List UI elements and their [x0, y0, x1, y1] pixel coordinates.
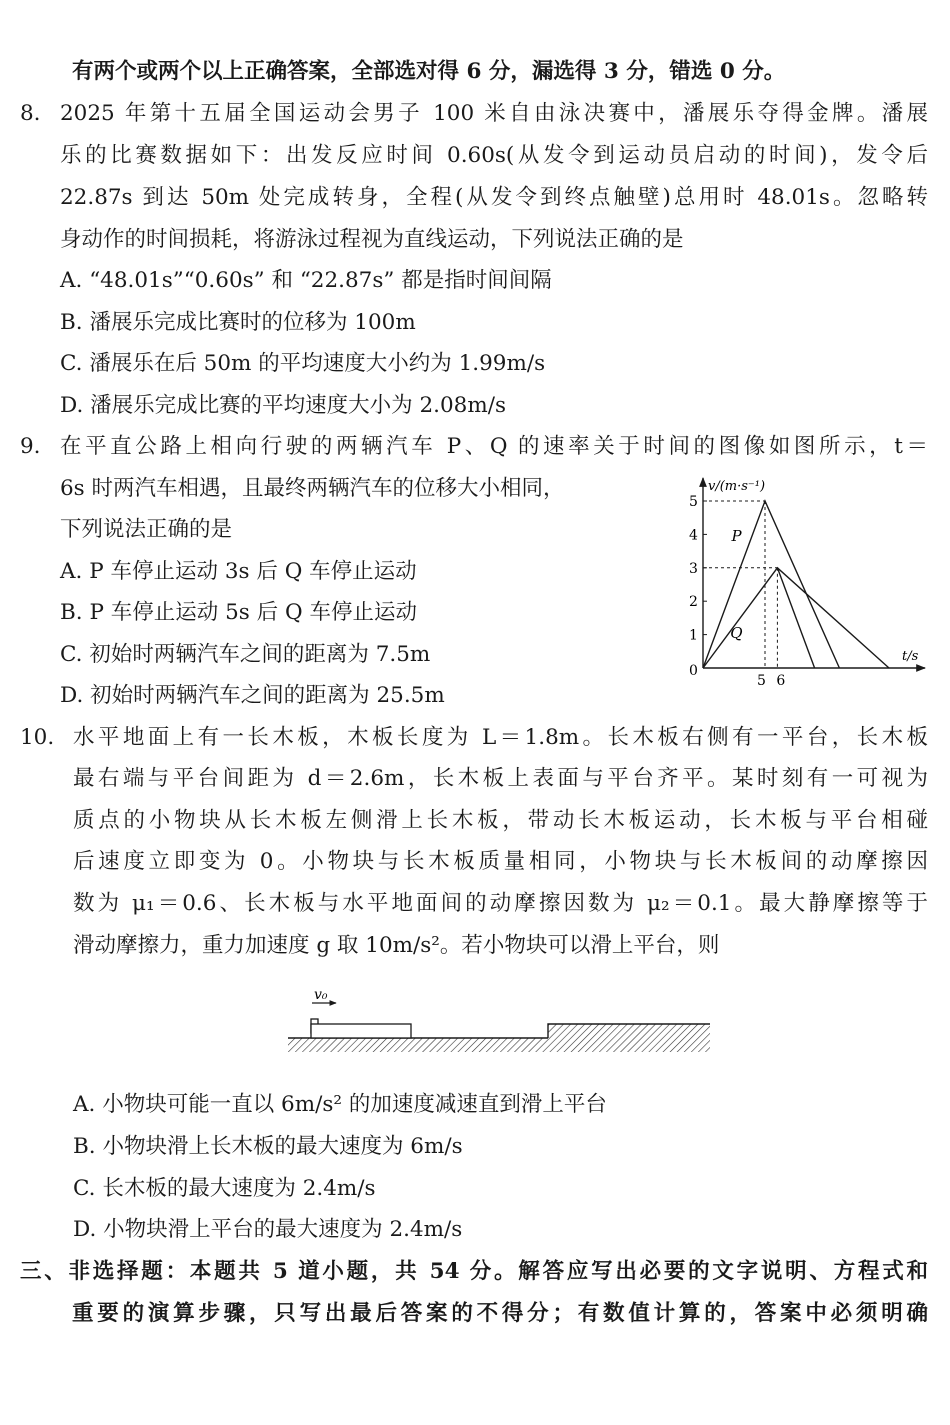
q8-option-c: C. 潘展乐在后 50m 的平均速度大小约为 1.99m/s: [60, 351, 546, 376]
y-tick-label: 5: [689, 494, 698, 510]
series-label-P: P: [731, 527, 742, 546]
series-line-P: [703, 501, 839, 668]
q8-option-a: A. “48.01s”“0.60s” 和 “22.87s” 都是指时间间隔: [60, 268, 552, 293]
ground-hatch: [288, 1038, 548, 1052]
long-board: [311, 1024, 411, 1038]
q9-option-a: A. P 车停止运动 3s 后 Q 车停止运动: [60, 559, 417, 584]
x-tick-label: 6: [776, 673, 786, 689]
q10-option-d: D. 小物块滑上平台的最大速度为 2.4m/s: [73, 1217, 463, 1242]
q8-line-3: 22.87s 到达 50m 处完成转身，全程(从发令到终点触壁)总用时 48.01s。忽略转: [60, 185, 928, 210]
q8-option-b: B. 潘展乐完成比赛时的位移为 100m: [60, 310, 416, 335]
extra-line-0: [777, 568, 814, 668]
q9-option-b: B. P 车停止运动 5s 后 Q 车停止运动: [60, 600, 417, 625]
q10-line-1: 水平地面上有一长木板，木板长度为 L＝1.8m。长木板右侧有一平台，长木板: [73, 725, 928, 750]
q10-number: 10.: [20, 725, 55, 750]
q10-line-2: 最右端与平台间距为 d＝2.6m，长木板上表面与平台齐平。某时刻有一可视为: [73, 766, 928, 791]
q9-line-3: 下列说法正确的是: [60, 517, 233, 542]
q9-option-c: C. 初始时两辆汽车之间的距离为 7.5m: [60, 642, 431, 667]
platform-hatch: [548, 1024, 710, 1052]
q9-number: 9.: [20, 434, 41, 459]
intro-line: 有两个或两个以上正确答案，全部选对得 6 分，漏选得 3 分，错选 0 分。: [72, 59, 786, 84]
q10-option-a: A. 小物块可能一直以 6m/s² 的加速度减速直到滑上平台: [73, 1092, 607, 1117]
q8-number: 8.: [20, 101, 41, 126]
section3-line-1: 三、非选择题：本题共 5 道小题，共 54 分。解答应写出必要的文字说明、方程式和: [20, 1259, 928, 1284]
q10-line-3: 质点的小物块从长木板左侧滑上长木板，带动长木板运动，长木板与平台相碰: [73, 808, 928, 833]
q8-line-4: 身动作的时间损耗，将游泳过程视为直线运动，下列说法正确的是: [60, 227, 684, 252]
origin-label: 0: [689, 663, 698, 679]
q8-option-d: D. 潘展乐完成比赛的平均速度大小为 2.08m/s: [60, 393, 507, 418]
y-axis-label: v/(m·s⁻¹): [708, 479, 766, 494]
y-tick-label: 3: [689, 560, 698, 577]
v0-label: v₀: [314, 987, 328, 1003]
x-axis-label: t/s: [902, 649, 919, 664]
q10-option-b: B. 小物块滑上长木板的最大速度为 6m/s: [73, 1134, 463, 1159]
q10-line-6: 滑动摩擦力，重力加速度 g 取 10m/s²。若小物块可以滑上平台，则: [73, 933, 720, 958]
board-platform-figure: [280, 982, 720, 1077]
y-tick-label: 4: [689, 527, 698, 544]
y-tick-label: 2: [689, 594, 698, 611]
q9-line-2: 6s 时两汽车相遇，且最终两辆汽车的位移大小相同，: [60, 476, 565, 501]
q10-line-4: 后速度立即变为 0。小物块与长木板质量相同，小物块与长木板间的动摩擦因: [73, 849, 928, 874]
q9-option-d: D. 初始时两辆汽车之间的距离为 25.5m: [60, 683, 445, 708]
q8-line-2: 乐的比赛数据如下：出发反应时间 0.60s(从发令到运动员启动的时间)，发令后: [60, 143, 928, 168]
q10-line-5: 数为 μ₁＝0.6、长木板与水平地面间的动摩擦因数为 μ₂＝0.1。最大静摩擦等于: [73, 891, 928, 916]
x-tick-label: 5: [757, 673, 766, 689]
series-label-Q: Q: [730, 623, 743, 642]
y-tick-label: 1: [689, 627, 698, 644]
q9-line-1: 在平直公路上相向行驶的两辆汽车 P、Q 的速率关于时间的图像如图所示，t＝: [60, 434, 928, 459]
velocity-time-chart: [670, 470, 940, 695]
q8-line-1: 2025 年第十五届全国运动会男子 100 米自由泳决赛中，潘展乐夺得金牌。潘展: [60, 101, 928, 126]
section3-line-2: 重要的演算步骤，只写出最后答案的不得分；有数值计算的，答案中必须明确: [72, 1301, 928, 1326]
q10-option-c: C. 长木板的最大速度为 2.4m/s: [73, 1176, 376, 1201]
